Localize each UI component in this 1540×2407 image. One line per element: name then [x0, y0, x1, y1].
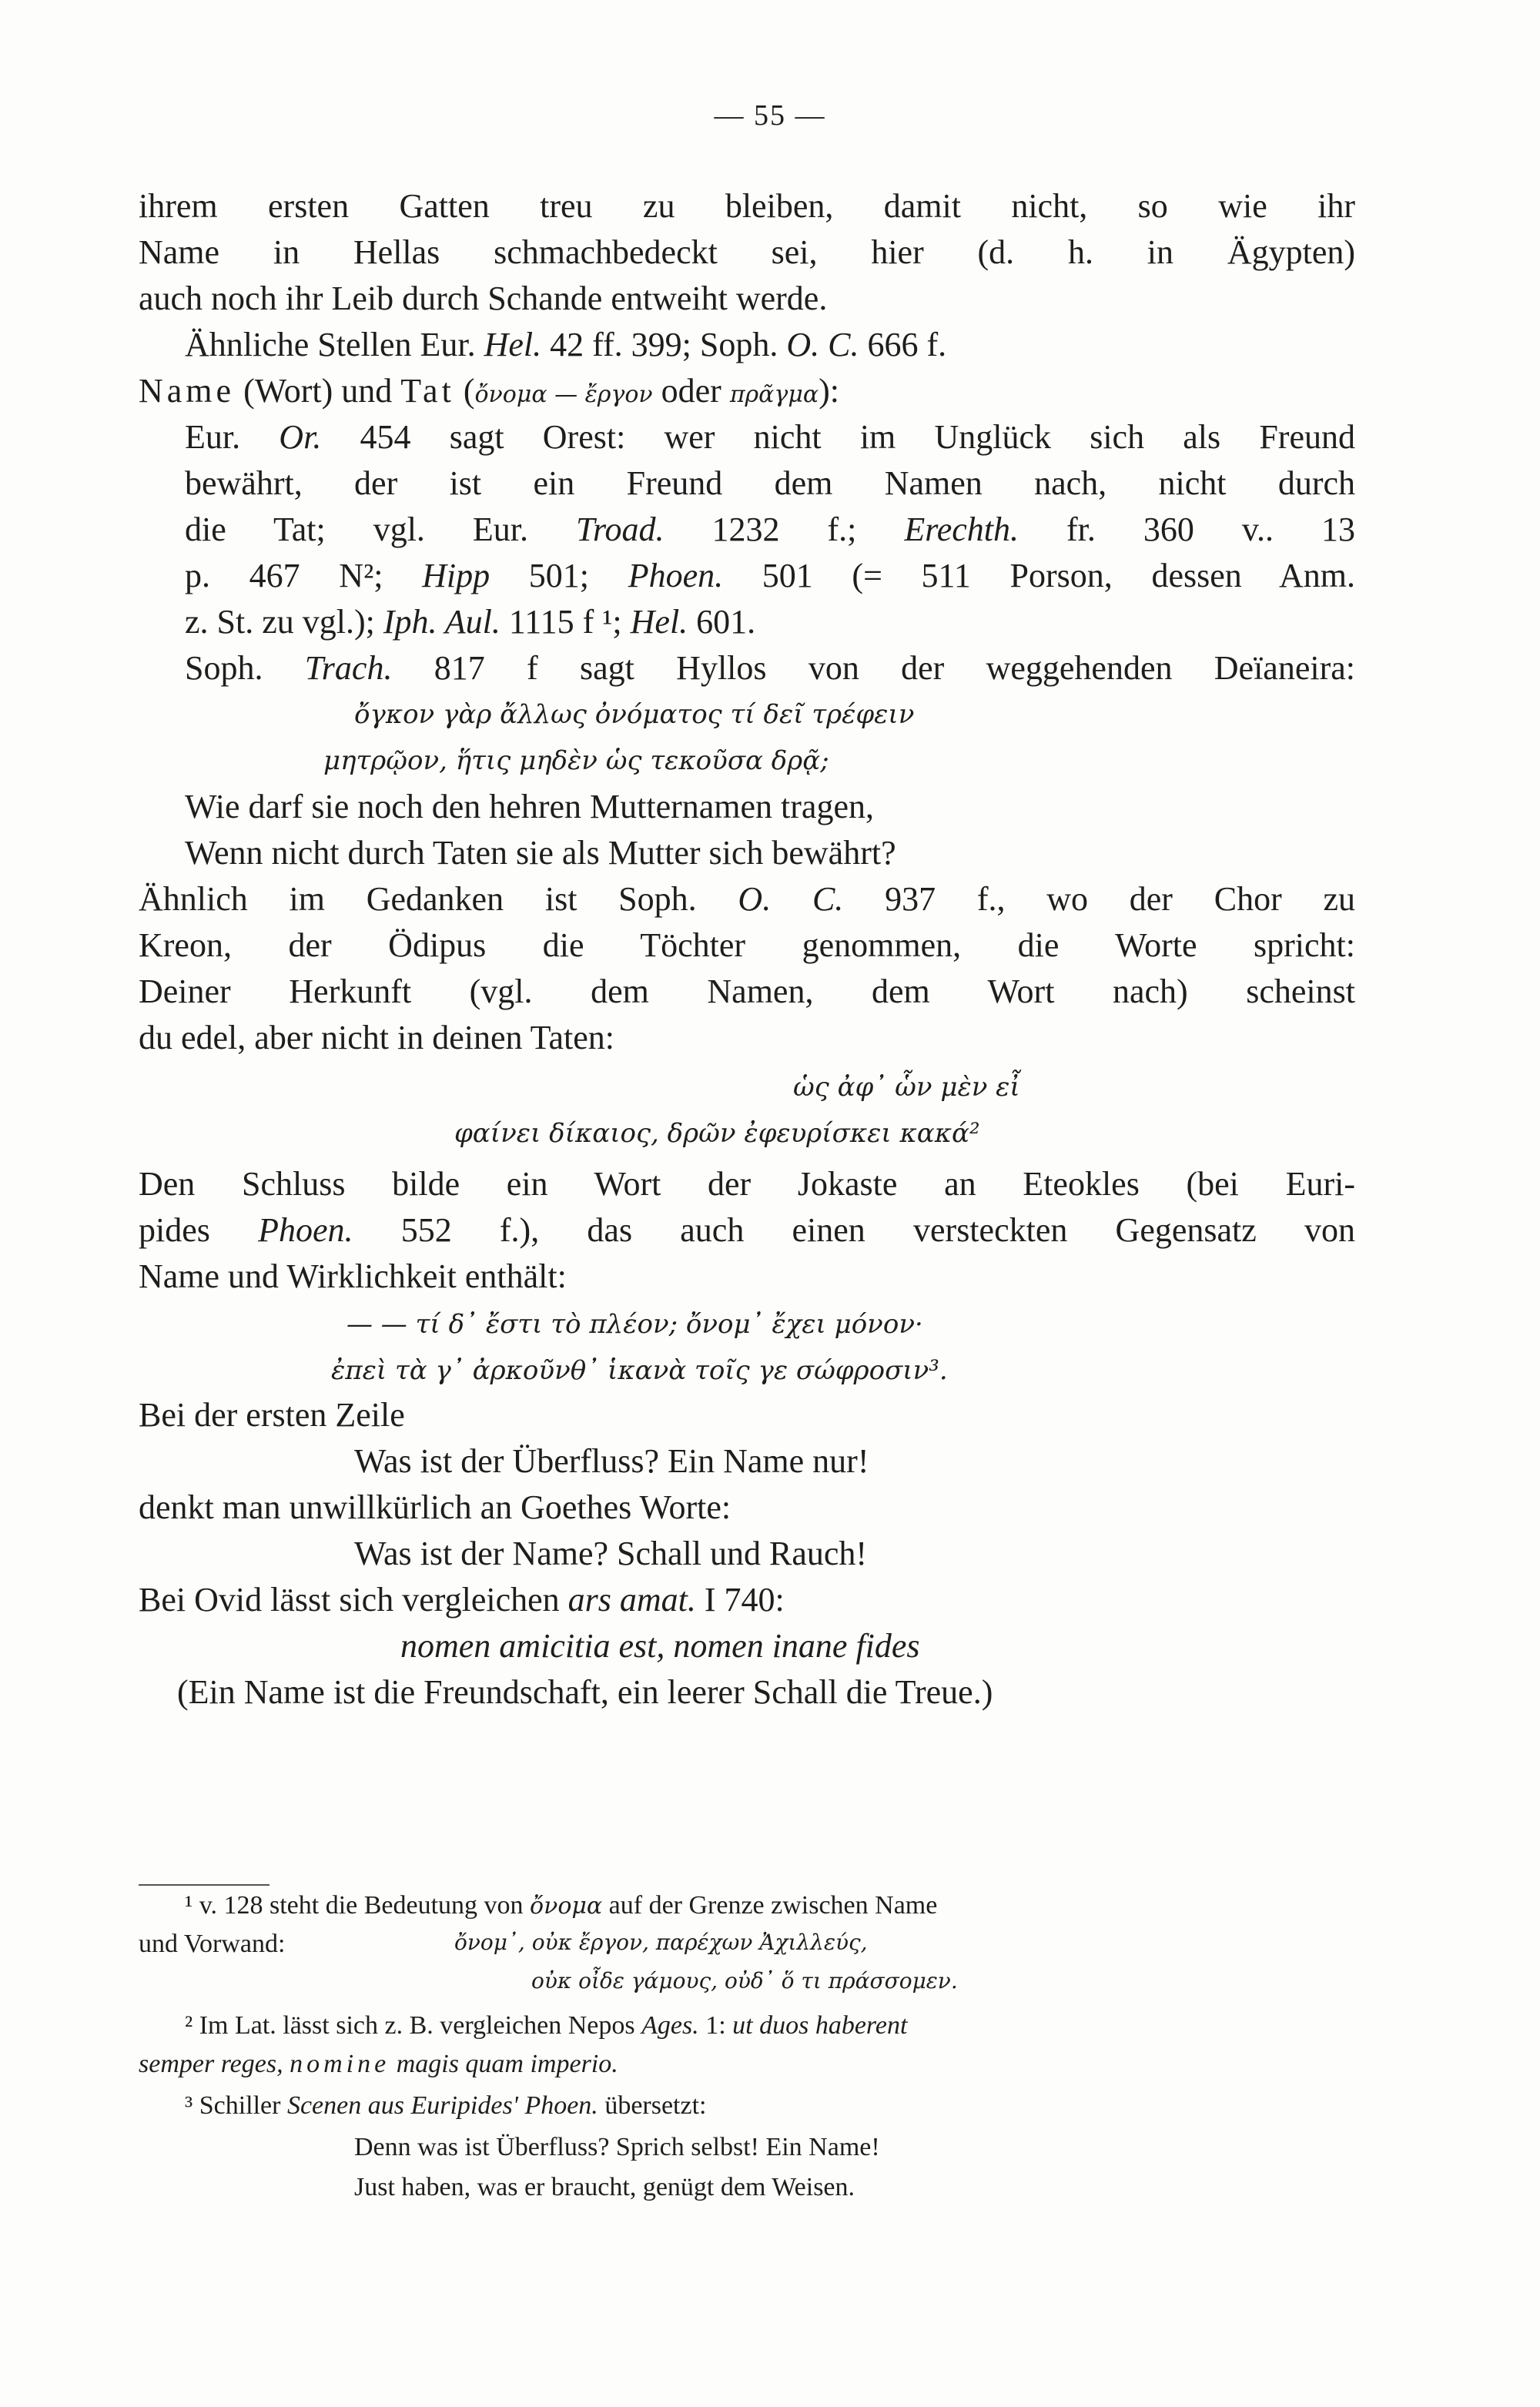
text-line: Soph. Trach. 817 f sagt Hyllos von der weggehenden Deïaneira:: [185, 649, 1355, 687]
verse-line: (Ein Name ist die Freundschaft, ein leerer Schall die Treue.): [177, 1673, 993, 1711]
text-line: auch noch ihr Leib durch Schande entweiht werde.: [139, 280, 828, 317]
text-line: Name in Hellas schmachbedeckt sei, hier (d. h. in Ägypten): [139, 233, 1355, 271]
footnote-verse: Just haben, was er braucht, genügt dem Weisen.: [354, 2173, 855, 2201]
footnote-rule: [139, 1884, 270, 1886]
greek-verse: ἐπεὶ τὰ γ᾽ ἀρκοῦνθ᾽ ἱκανὰ τοῖς γε σώφροσιν³.: [331, 1355, 948, 1386]
text-line: Bei der ersten Zeile: [139, 1396, 405, 1434]
footnote-greek: οὐκ οἶδε γάμους, οὐδ᾽ ὅ τι πράσσομεν.: [531, 1968, 958, 1994]
greek-verse: φαίνει δίκαιος, δρῶν ἐφευρίσκει κακά²: [454, 1118, 980, 1149]
text-line: p. 467 N²; Hipp 501; Phoen. 501 (= 511 Porson, dessen Anm.: [185, 557, 1355, 594]
text-line: Kreon, der Ödipus die Töchter genommen, die Worte spricht:: [139, 926, 1355, 964]
footnote-verse: Denn was ist Überfluss? Sprich selbst! Ein Name!: [354, 2133, 880, 2161]
footnote-3: ³ Schiller Scenen aus Euripides' Phoen. übersetzt:: [185, 2091, 707, 2120]
text-line: die Tat; vgl. Eur. Troad. 1232 f.; Erechth. fr. 360 v.. 13: [185, 511, 1355, 548]
text-line: Ähnlich im Gedanken ist Soph. O. C. 937 f., wo der Chor zu: [139, 880, 1356, 918]
greek-verse: ὄγκον γὰρ ἄλλως ὀνόματος τί δεῖ τρέφειν: [354, 699, 915, 730]
footnote-greek: ὄνομ᾽, οὐκ ἔργον, παρέχων Ἀχιλλεύς,: [454, 1930, 868, 1955]
text-line: Ähnliche Stellen Eur. Hel. 42 ff. 399; Soph. O. C. 666 f.: [185, 326, 947, 363]
text-line: denkt man unwillkürlich an Goethes Worte:: [139, 1488, 732, 1526]
verse-line: Wenn nicht durch Taten sie als Mutter sich bewährt?: [185, 834, 896, 872]
footnote-line: und Vorwand:: [139, 1930, 286, 1958]
text-line: ihrem ersten Gatten treu zu bleiben, damit nicht, so wie ihr: [139, 187, 1355, 225]
text-line: pides Phoen. 552 f.), das auch einen versteckten Gegensatz von: [139, 1211, 1355, 1249]
text-line: Den Schluss bilde ein Wort der Jokaste an Eteokles (bei Euri-: [139, 1165, 1355, 1203]
text-line: du edel, aber nicht in deinen Taten:: [139, 1019, 614, 1056]
verse-line: Wie darf sie noch den hehren Mutternamen tragen,: [185, 788, 874, 825]
footnote-2: ² Im Lat. lässt sich z. B. vergleichen Nepos Ages. 1: ut duos haberent: [185, 2011, 908, 2040]
text-line: Deiner Herkunft (vgl. dem Namen, dem Wort nach) scheinst: [139, 973, 1355, 1010]
spaced-term: Tat: [400, 372, 455, 410]
spaced-term: Name: [139, 372, 236, 410]
text-line: Name und Wirklichkeit enthält:: [139, 1257, 567, 1295]
verse-line: Was ist der Überfluss? Ein Name nur!: [354, 1442, 869, 1480]
greek-verse: μητρῷον, ἥτις μηδὲν ὡς τεκοῦσα δρᾷ;: [323, 745, 829, 776]
text-line: bewährt, der ist ein Freund dem Namen nach, nicht durch: [185, 464, 1355, 502]
greek-verse: ὡς ἀφ᾽ ὧν μὲν εἶ: [793, 1072, 1020, 1103]
footnote-1: ¹ v. 128 steht die Bedeutung von ὄνομα auf der Grenze zwischen Name: [185, 1891, 938, 1920]
text-line: Eur. Or. 454 sagt Orest: wer nicht im Unglück sich als Freund: [185, 418, 1355, 456]
page-number: — 55 —: [714, 99, 826, 132]
text-line: Bei Ovid lässt sich vergleichen ars amat. I 740:: [139, 1581, 785, 1619]
greek-verse: — — τί δ᾽ ἔστι τὸ πλέον; ὄνομ᾽ ἔχει μόνον·: [346, 1309, 923, 1340]
footnote-line: semper reges, nomine magis quam imperio.: [139, 2050, 618, 2078]
latin-verse: nomen amicitia est, nomen inane fides: [400, 1627, 920, 1665]
text-line: z. St. zu vgl.); Iph. Aul. 1115 f ¹; Hel. 601.: [185, 603, 756, 641]
text-line: Name (Wort) und Tat (ὄνομα — ἔργον oder πρᾶγμα):: [139, 372, 840, 410]
verse-line: Was ist der Name? Schall und Rauch!: [354, 1535, 868, 1572]
